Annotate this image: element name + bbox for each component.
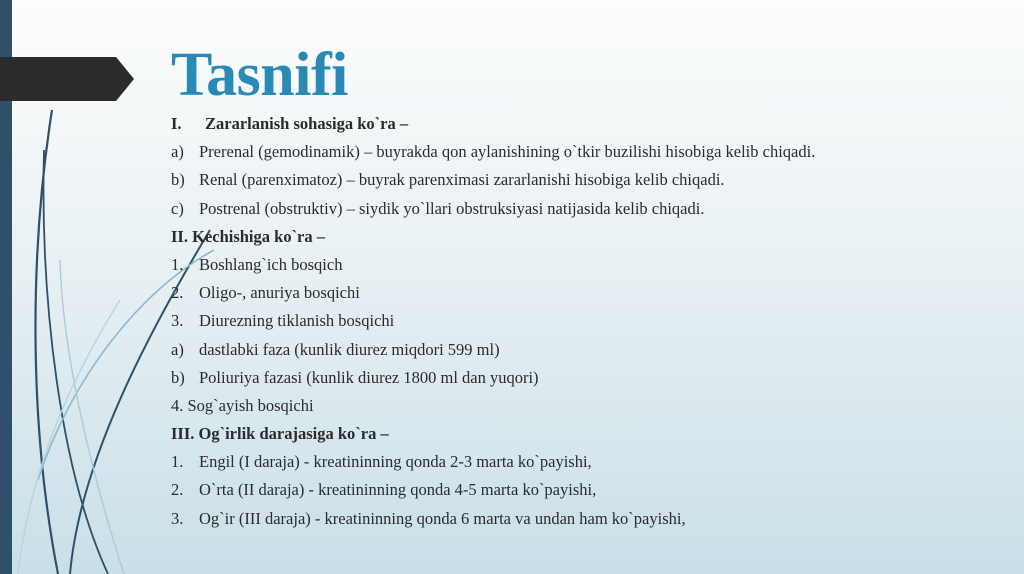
list-text: Poliuriya fazasi (kunlik diurez 1800 ml dan yuqori): [199, 367, 539, 387]
list-item: [171, 227, 1011, 255]
list-marker: a): [171, 142, 184, 162]
list-item: [171, 142, 1011, 170]
list-marker: 1.: [171, 254, 184, 274]
list-marker: a): [171, 339, 184, 359]
list-text: Prerenal (gemodinamik) – buyrakda qon aylanishining o`tkir buzilishi hisobiga kelib chiqadi.: [199, 142, 816, 162]
list-marker: c): [171, 198, 184, 218]
list-marker: I.: [171, 114, 182, 133]
list-text: Zararlanish sohasiga ko`ra –: [205, 114, 409, 133]
list-text: Oligo-, anuriya bosqichi: [199, 283, 360, 303]
list-text: Boshlang`ich bosqich: [199, 254, 343, 274]
list-text: Postrenal (obstruktiv) – siydik yo`llari obstruksiyasi natijasida kelib chiqadi.: [199, 198, 705, 218]
content-list: [171, 114, 1011, 537]
list-marker: 3.: [171, 508, 184, 528]
list-item: [171, 509, 1011, 537]
list-text: II. Kechishiga ko`ra –: [171, 226, 326, 246]
list-marker: b): [171, 170, 185, 190]
list-item: [171, 283, 1011, 311]
list-text: 4. Sog`ayish bosqichi: [171, 395, 314, 415]
list-item: [171, 368, 1011, 396]
list-item: [171, 255, 1011, 283]
list-item: [171, 114, 1011, 142]
list-marker: 1.: [171, 452, 184, 472]
list-item: [171, 199, 1011, 227]
list-text: O`rta (II daraja) - kreatininning qonda 4-5 marta ko`payishi,: [199, 480, 597, 500]
list-item: [171, 170, 1011, 198]
list-item: [171, 480, 1011, 508]
list-marker: 2.: [171, 480, 184, 500]
list-text: dastlabki faza (kunlik diurez miqdori 599 ml): [199, 339, 500, 359]
list-text: III. Og`irlik darajasiga ko`ra –: [171, 424, 389, 444]
list-marker: 3.: [171, 311, 184, 331]
list-marker: b): [171, 367, 185, 387]
list-item: [171, 311, 1011, 339]
list-item: [171, 424, 1011, 452]
list-item: [171, 452, 1011, 480]
list-text: Diurezning tiklanish bosqichi: [199, 311, 395, 331]
title-arrow-shape: [0, 57, 134, 101]
list-text: Og`ir (III daraja) - kreatininning qonda 6 marta va undan ham ko`payishi,: [199, 508, 686, 528]
list-item: [171, 396, 1011, 424]
slide-title: Tasnifi: [171, 41, 348, 109]
list-text: Renal (parenximatoz) – buyrak parenximasi zararlanishi hisobiga kelib chiqadi.: [199, 170, 725, 190]
list-marker: 2.: [171, 283, 184, 303]
list-text: Engil (I daraja) - kreatininning qonda 2-3 marta ko`payishi,: [199, 452, 592, 472]
list-item: [171, 340, 1011, 368]
